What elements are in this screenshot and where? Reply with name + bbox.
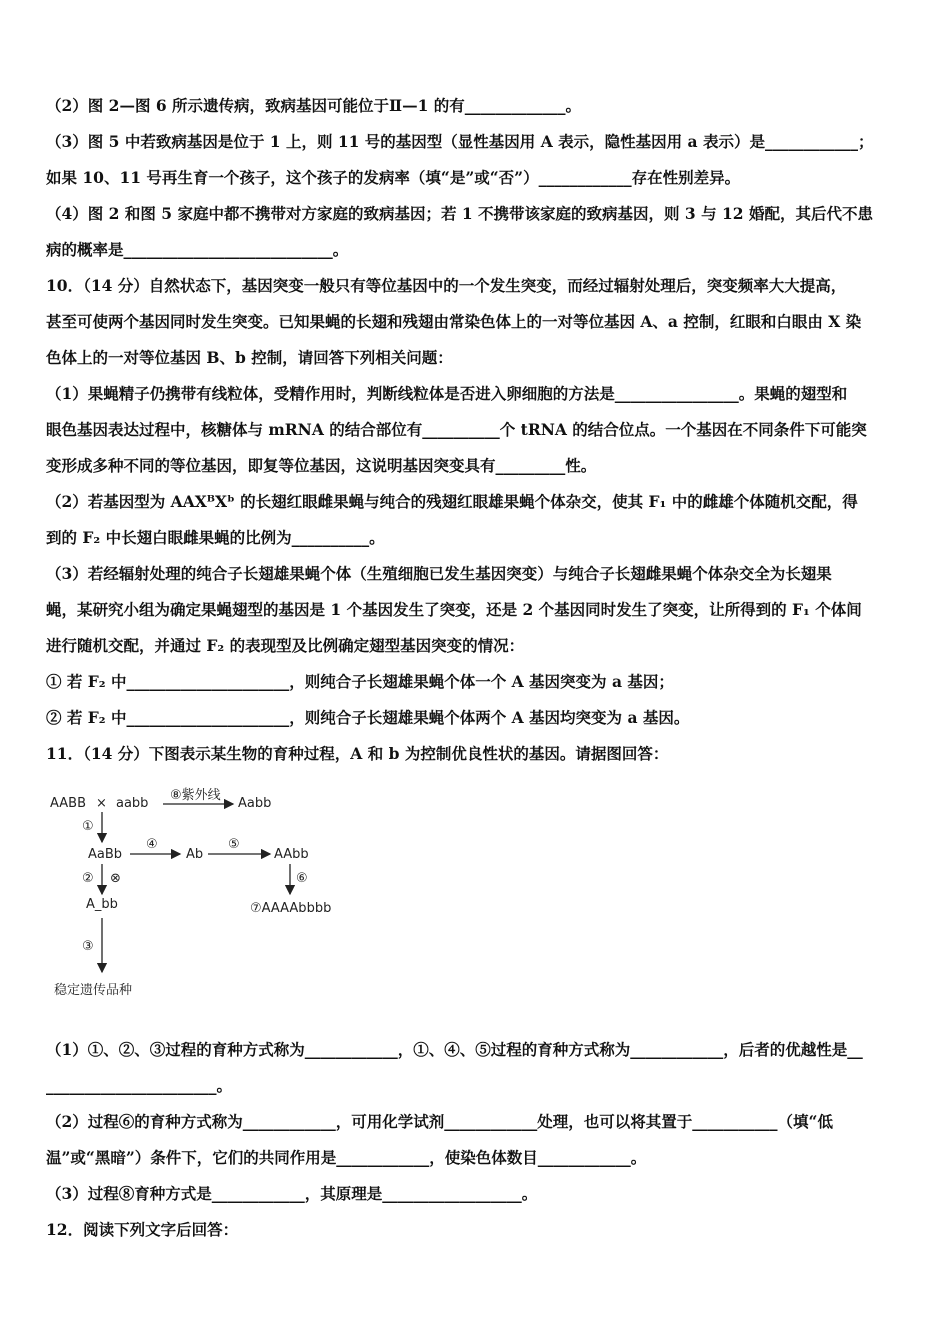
text-line: 眼色基因表达过程中，核糖体与 mRNA 的结合部位有__________个 tRNA 的结合位点。一个基因在不同条件下可能突 [46, 420, 867, 439]
step-4-label: ④ [146, 837, 158, 852]
text-line: 病的概率是___________________________。 [46, 240, 349, 259]
selected-a-bb: A_bb [86, 897, 118, 912]
step-5-label: ⑤ [228, 837, 240, 852]
text-line: ① 若 F₂ 中_____________________，则纯合子长翅雄果蝇个体一个 A 基因突变为 a 基因； [46, 672, 674, 691]
parent-aabb-lower: aabb [116, 796, 149, 811]
breeding-diagram [50, 782, 360, 1002]
step-1-label: ① [82, 819, 94, 834]
text-line: （1）①、②、③过程的育种方式称为____________，①、④、⑤过程的育种方式称为____________，后者的优越性是__ [46, 1040, 863, 1059]
polyploid-aaaabbbb: ⑦AAAAbbbb [250, 901, 332, 916]
product-aabb-mutant: Aabb [238, 796, 272, 811]
step-6-label: ⑥ [296, 871, 308, 886]
text-line: （3）过程⑧育种方式是____________，其原理是__________________。 [46, 1184, 538, 1203]
text-line: 色体上的一对等位基因 B、b 控制，请回答下列相关问题： [46, 348, 453, 367]
step-3-label: ③ [82, 939, 94, 954]
question-11-header: 11．（14 分）下图表示某生物的育种过程，A 和 b 为控制优良性状的基因。请据图回答： [46, 744, 669, 763]
cross-symbol: × [96, 796, 107, 811]
text-line: 进行随机交配，并通过 F₂ 的表现型及比例确定翅型基因突变的情况： [46, 636, 525, 655]
text-line: 蝇，某研究小组为确定果蝇翅型的基因是 1 个基因发生了突变，还是 2 个基因同时发生了突变，让所得到的 F₁ 个体间 [46, 600, 862, 619]
text-line: 甚至可使两个基因同时发生突变。已知果蝇的长翅和残翅由常染色体上的一对等位基因 A、a 控制，红眼和白眼由 X 染 [46, 312, 862, 331]
text-line: ② 若 F₂ 中_____________________，则纯合子长翅雄果蝇个体两个 A 基因均突变为 a 基因。 [46, 708, 690, 727]
text-line: 变形成多种不同的等位基因，即复等位基因，这说明基因突变具有_________性。 [46, 456, 597, 475]
parent-aabb-upper: AABB [50, 796, 86, 811]
haploid-ab: Ab [186, 847, 204, 862]
text-line: （4）图 2 和图 5 家庭中都不携带对方家庭的致病基因；若 1 不携带该家庭的致病基因，则 3 与 12 婚配，其后代不患 [46, 204, 873, 223]
text-line: ______________________。 [46, 1076, 233, 1095]
text-line: 如果 10、11 号再生育一个孩子，这个孩子的发病率（填“是”或“否”）____________存在性别差异。 [46, 168, 741, 187]
question-text-block [46, 96, 910, 780]
text-line: （2）图 2—图 6 所示遗传病，致病基因可能位于Ⅱ—1 的有_____________。 [46, 96, 582, 115]
selfing-symbol: ⊗ [110, 871, 121, 886]
question-10-header: 10．（14 分）自然状态下，基因突变一般只有等位基因中的一个发生突变，而经过辐射处理后，突变频率大大提高， [46, 276, 847, 295]
doubled-aabb: AAbb [274, 847, 309, 862]
text-line: 到的 F₂ 中长翅白眼雌果蝇的比例为__________。 [46, 528, 385, 547]
text-line: （1）果蝇精子仍携带有线粒体，受精作用时，判断线粒体是否进入卵细胞的方法是________________。果蝇的翅型和 [46, 384, 848, 403]
question-11-subparts [46, 1040, 910, 1256]
step-2-label: ② [82, 871, 94, 886]
text-line: 温”或“黑暗”）条件下，它们的共同作用是____________，使染色体数目____________。 [46, 1148, 647, 1167]
text-line: （3）图 5 中若致病基因是位于 1 上，则 11 号的基因型（显性基因用 A 表示，隐性基因用 a 表示）是____________； [46, 132, 874, 151]
step-8-uv-label: ⑧紫外线 [170, 788, 221, 803]
text-line: （2）若基因型为 AAXᴮXᵇ 的长翅红眼雌果蝇与纯合的残翅红眼雄果蝇个体杂交，使其 F₁ 中的雌雄个体随机交配，得 [46, 492, 858, 511]
text-line: （2）过程⑥的育种方式称为____________，可用化学试剂____________处理，也可以将其置于___________（填“低 [46, 1112, 833, 1131]
text-line: （3）若经辐射处理的纯合子长翅雄果蝇个体（生殖细胞已发生基因突变）与纯合子长翅雌果蝇个体杂交全为长翅果 [46, 564, 832, 583]
question-12-header: 12．阅读下列文字后回答： [46, 1220, 239, 1239]
f1-aabb: AaBb [88, 847, 123, 862]
stable-variety-label: 稳定遗传品种 [54, 983, 133, 998]
